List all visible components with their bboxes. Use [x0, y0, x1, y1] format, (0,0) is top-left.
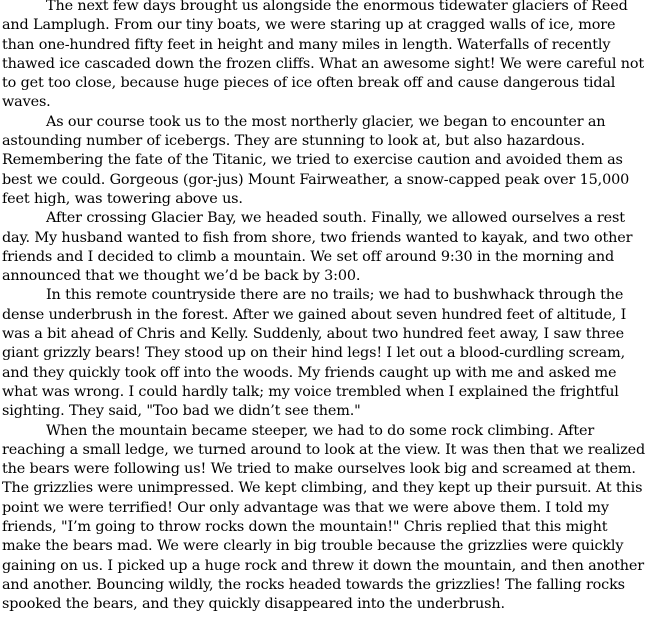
paragraph-glaciers: The next few days brought us alongside the enormous tidewater glaciers of Reed and Lamplugh. From our tiny boats, we were staring up at cragged walls of ice, more than one-hundred fifty feet in height and many miles in length. Waterfalls of recently thawed ice cascaded down the frozen cliffs. What an awesome sight! We were careful not to get too close, because huge pieces of ice often break off and cause dangerous tidal waves.	[2, 0, 644, 111]
paragraph-grizzly-sighting: In this remote countryside there are no trails; we had to bushwhack through the dense underbrush in the forest. After we gained about seven hundred feet of altitude, I was a bit ahead of Chris and Kelly. Suddenly, about two hundred feet away, I saw three giant grizzly bears! They stood up on their hind legs! I let out a blood-curdling scream, and they quickly took off into the woods. My friends caught up with me and asked me what was wrong. I could hardly talk; my voice trembled when I explained the frightful sighting. They said, "Too bad we didn’t see them."	[2, 287, 627, 420]
paragraph-rest-day: After crossing Glacier Bay, we headed south. Finally, we allowed ourselves a rest day. My husband wanted to fish from shore, two friends wanted to kayak, and two other friends and I decided to climb a mountain. We set off around 9:30 in the morning and announced that we thought we’d be back by 3:00.	[2, 210, 633, 285]
paragraph-rock-climbing: When the mountain became steeper, we had to do some rock climbing. After reaching a small ledge, we turned around to look at the view. It was then that we realized the bears were following us! We tried to make ourselves look big and screamed at them. The grizzlies were unimpressed. We kept climbing, and they kept up their pursuit. At this point we were terrified! Our only advantage was that we were above them. I told my friends, "I’m going to throw rocks down the mountain!" Chris replied that this might make the bears mad. We were clearly in big trouble because the grizzlies were quickly gaining on us. I picked up a huge rock and threw it down the mountain, and then another and another. Bouncing wildly, the rocks headed towards the grizzlies! The falling rocks spooked the bears, and they quickly disappeared into the underbrush.	[2, 422, 646, 613]
paragraph-icebergs: As our course took us to the most northerly glacier, we began to encounter an astounding number of icebergs. They are stunning to look at, but also hazardous. Remembering the fate of the Titanic, we tried to exercise caution and avoided them as best we could. Gorgeous (gor-jus) Mount Fairweather, a snow-capped peak over 15,000 feet high, was towering above us.	[2, 113, 630, 207]
